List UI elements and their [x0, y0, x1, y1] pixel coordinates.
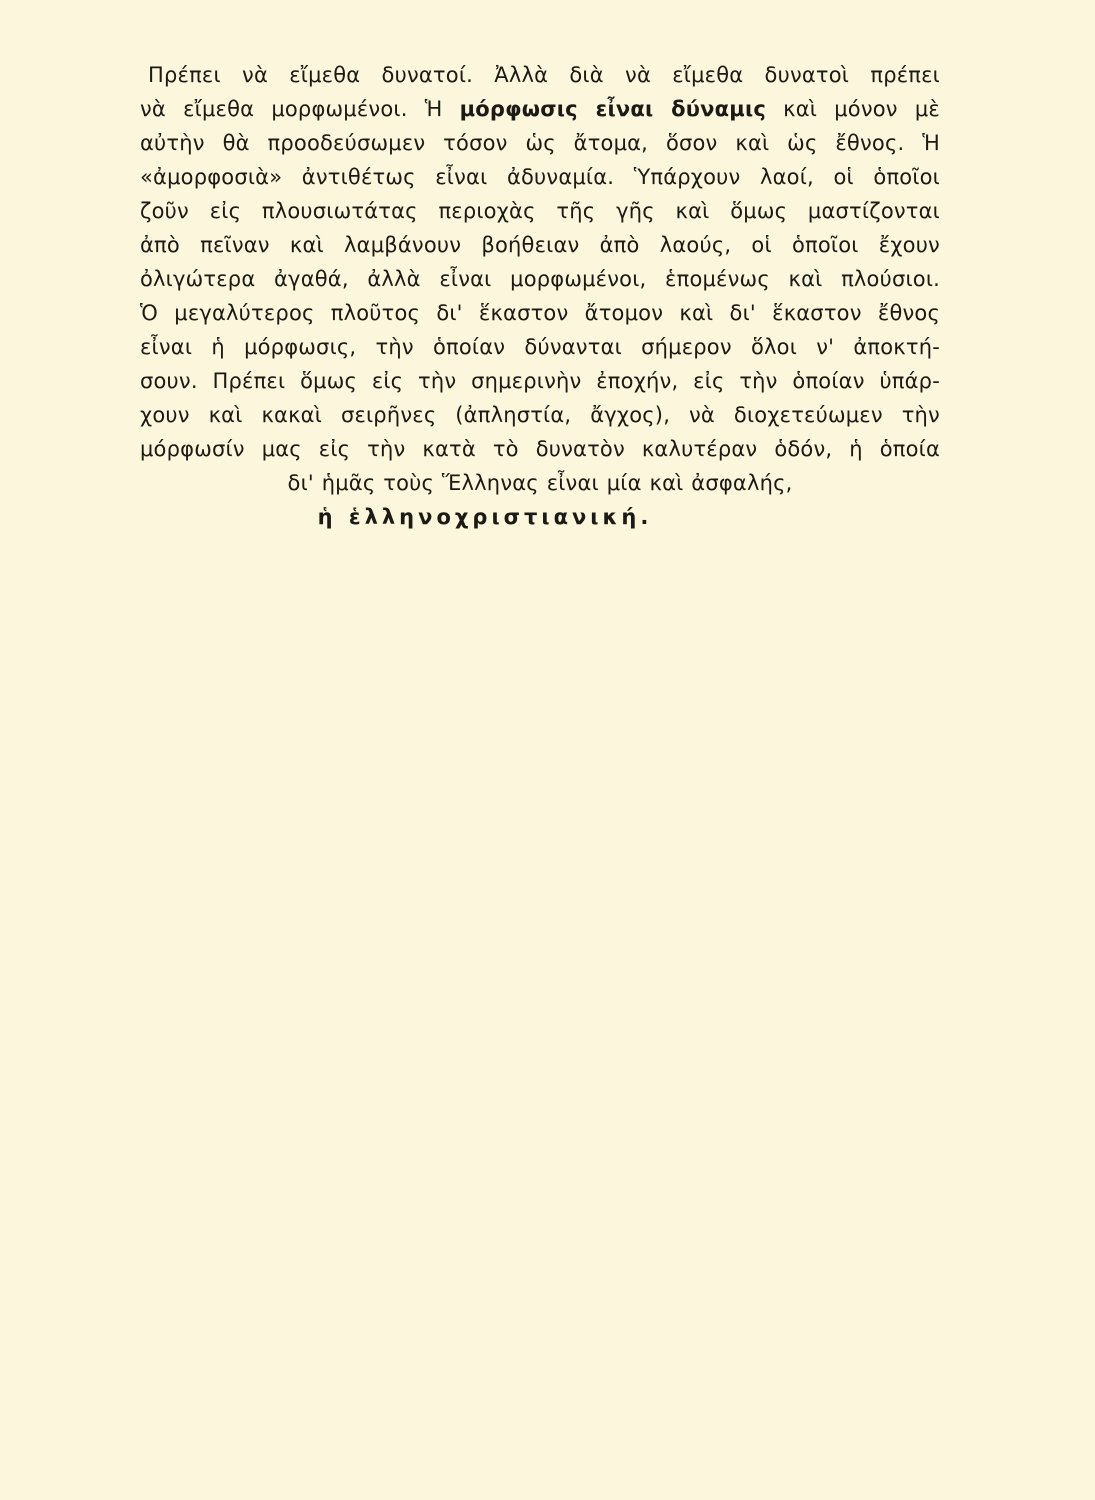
text-line-8: Ὁ μεγαλύτερος πλοῦτος δι' ἕκαστον ἄτομον καὶ δι' ἕκαστον ἔθνος	[140, 301, 940, 325]
paragraph	[140, 58, 940, 534]
closing-phrase: ἡ ἑλληνοχριστιανική.	[317, 505, 653, 529]
emphasized-phrase: μόρφωσις εἶναι δύναμις	[459, 97, 766, 121]
text-line-3: αὐτὴν θὰ προοδεύσωμεν τόσον ὡς ἄτομα, ὅσον καὶ ὡς ἔθνος. Ἡ	[140, 131, 940, 155]
text-line-9: εἶναι ἡ μόρφωσις, τὴν ὁποίαν δύνανται σήμερον ὅλοι ν' ἀποκτή-	[140, 335, 940, 359]
text-line-7: ὀλιγώτερα ἀγαθά, ἀλλὰ εἶναι μορφωμένοι, ἑπομένως καὶ πλούσιοι.	[140, 267, 940, 291]
text-line-10: σουν. Πρέπει ὅμως εἰς τὴν σημερινὴν ἐποχήν, εἰς τὴν ὁποίαν ὑπάρ-	[140, 369, 940, 393]
text-line-2-start: νὰ εἴμεθα μορφωμένοι. Ἡ	[140, 97, 443, 121]
text-line-2-end: καὶ μόνον μὲ	[783, 97, 940, 121]
text-line-1: Πρέπει νὰ εἴμεθα δυνατοί. Ἀλλὰ διὰ νὰ εἴμεθα δυνατοὶ πρέπει	[148, 63, 940, 87]
text-line-2	[140, 92, 940, 126]
text-line-11: χουν καὶ κακαὶ σειρῆνες (ἀπληστία, ἄγχος), νὰ διοχετεύωμεν τὴν	[140, 403, 940, 427]
text-line-12: μόρφωσίν μας εἰς τὴν κατὰ τὸ δυνατὸν καλυτέραν ὁδόν, ἡ ὁποία	[140, 437, 940, 461]
text-line-4: «ἀμορφοσιὰ» ἀντιθέτως εἶναι ἀδυναμία. Ὑπάρχουν λαοί, οἱ ὁποῖοι	[140, 165, 940, 189]
text-line-6: ἀπὸ πεῖναν καὶ λαμβάνουν βοήθειαν ἀπὸ λαούς, οἱ ὁποῖοι ἔχουν	[140, 233, 940, 257]
text-line-5: ζοῦν εἰς πλουσιωτάτας περιοχὰς τῆς γῆς καὶ ὅμως μαστίζονται	[140, 199, 940, 223]
text-line-13: δι' ἡμᾶς τοὺς Ἕλληνας εἶναι μία καὶ ἀσφαλής,	[287, 471, 793, 495]
